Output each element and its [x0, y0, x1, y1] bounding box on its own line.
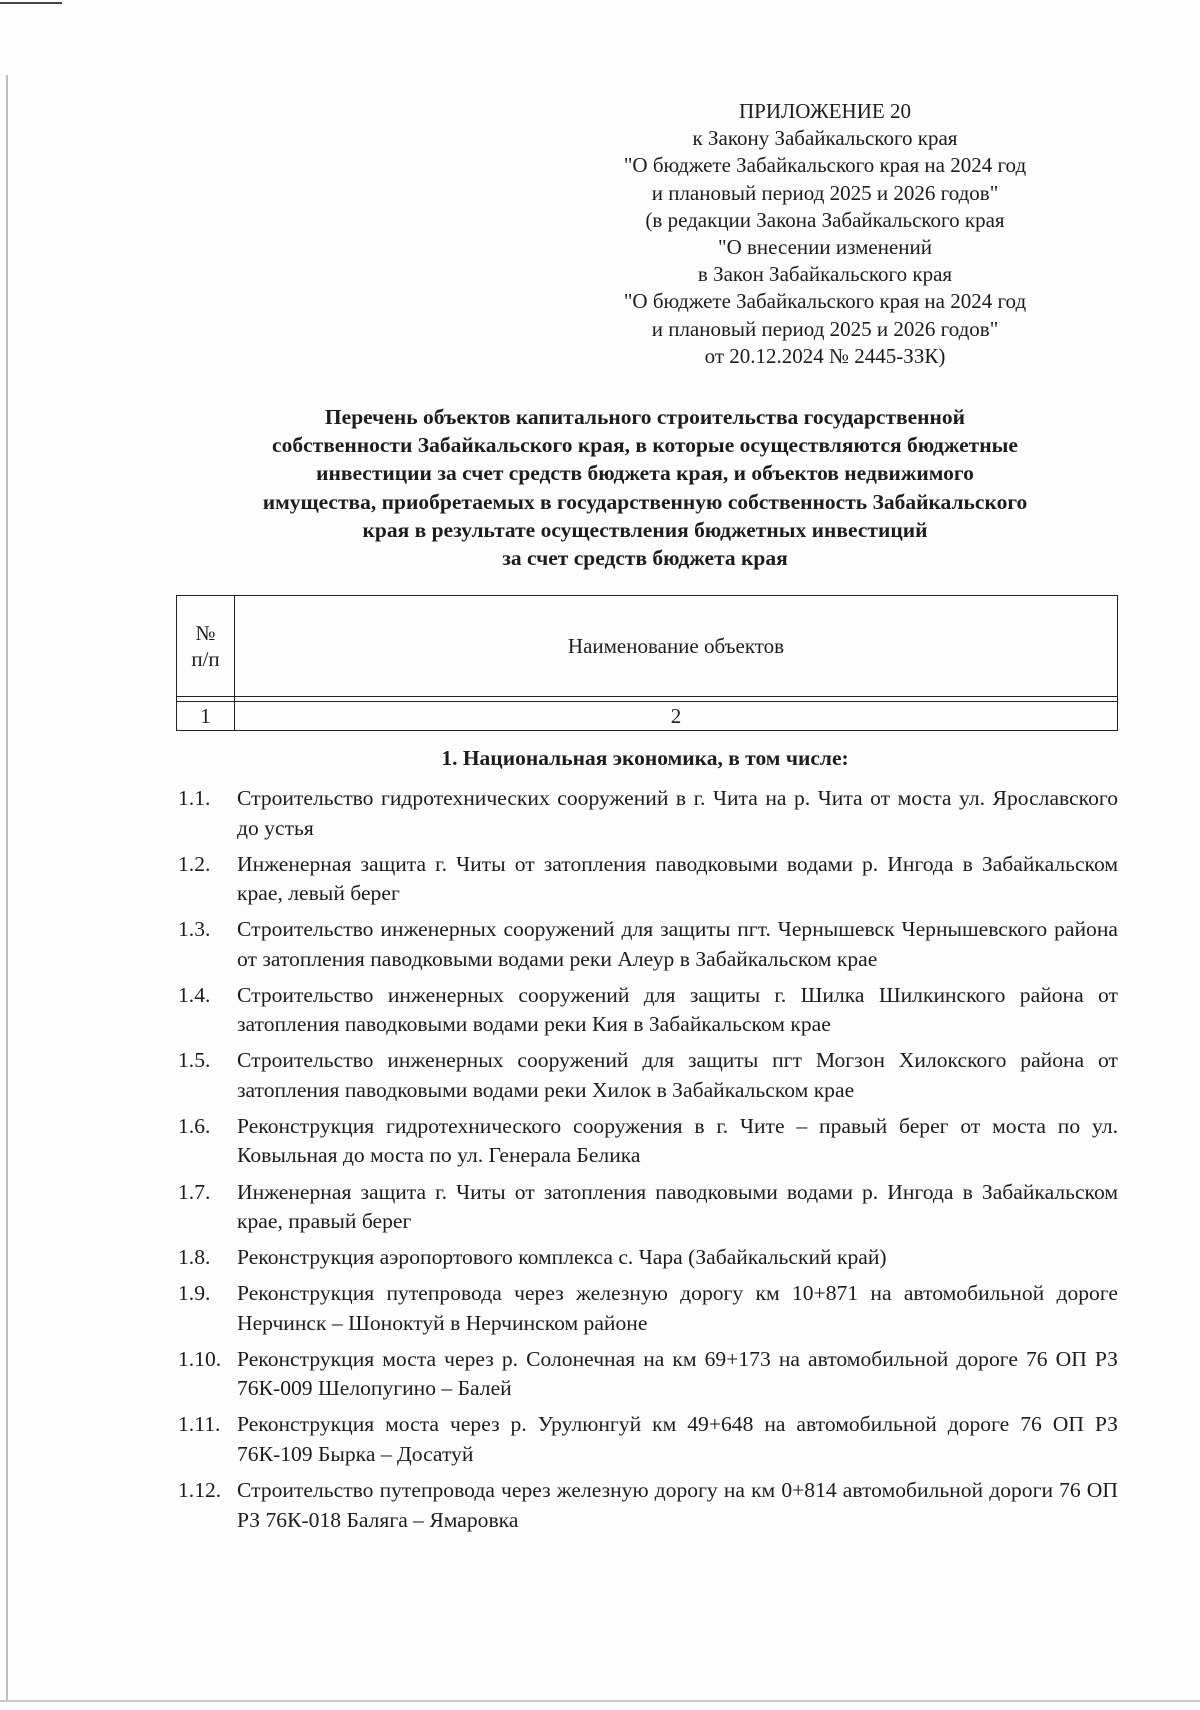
item-text: Строительство путепровода через железную дорогу на км 0+814 автомобильной дороги 76 ОП РЗ 76К-018 Баляга – Ямаровка: [237, 1478, 1118, 1532]
header-number-sign: №: [195, 621, 216, 645]
header-cell-name: Наименование объектов: [235, 596, 1118, 697]
item-number: 1.5.: [178, 1048, 211, 1073]
title-line: инвестиции за счет средств бюджета края, и объектов недвижимого: [316, 461, 974, 486]
list-item: [178, 981, 1118, 1040]
item-text: Строительство гидротехнических сооружений в г. Чита на р. Чита от моста ул. Ярославского до устья: [237, 786, 1118, 840]
appendix-line: к Закону Забайкальского края: [692, 126, 958, 151]
appendix-line: ПРИЛОЖЕНИЕ 20: [739, 99, 911, 123]
scan-edge-left: [6, 75, 8, 1700]
document-title: [160, 403, 1130, 572]
section-items-list: [178, 784, 1118, 1542]
item-text: Реконструкция аэропортового комплекса с. Чара (Забайкальский край): [237, 1245, 887, 1270]
list-item: [178, 1410, 1118, 1469]
appendix-line: "О бюджете Забайкальского края на 2024 год: [623, 153, 1027, 178]
list-item: [178, 1178, 1118, 1237]
list-item: [178, 1345, 1118, 1404]
item-text: Строительство инженерных сооружений для защиты пгт. Чернышевск Чернышевского района от затопления паводковыми водами реки Алеур в Забайкальском крае: [237, 917, 1118, 971]
item-number: 1.12.: [178, 1478, 222, 1503]
item-text: Реконструкция моста через р. Урулюнгуй км 49+648 на автомобильной дороге 76 ОП РЗ 76К-109 Бырка – Досатуй: [237, 1412, 1118, 1466]
list-item: [178, 850, 1118, 909]
appendix-line: и плановый период 2025 и 2026 годов": [651, 180, 999, 205]
list-item: [178, 1112, 1118, 1171]
header-number-abbrev: п/п: [191, 647, 220, 671]
title-line: собственности Забайкальского края, в которые осуществляются бюджетные: [272, 433, 1018, 458]
item-number: 1.8.: [178, 1245, 211, 1270]
title-line: края в результате осуществления бюджетных инвестиций: [362, 517, 928, 542]
appendix-line: и плановый период 2025 и 2026 годов": [651, 316, 999, 341]
list-item: [178, 784, 1118, 843]
item-number: 1.3.: [178, 917, 211, 942]
item-text: Инженерная защита г. Читы от затопления паводковыми водами р. Ингода в Забайкальском крае, правый берег: [237, 1179, 1118, 1234]
item-number: 1.9.: [178, 1281, 211, 1306]
list-item: [178, 1243, 1118, 1273]
appendix-line: в Закон Забайкальского края: [697, 262, 953, 287]
item-number: 1.6.: [178, 1113, 211, 1138]
title-line: за счет средств бюджета края: [502, 546, 788, 571]
table-header-row: [177, 596, 1118, 697]
title-line: Перечень объектов капитального строительства государственной: [324, 405, 966, 429]
list-item: [178, 1279, 1118, 1338]
appendix-line: (в редакции Закона Забайкальского края: [645, 207, 1005, 232]
appendix-block: [560, 98, 1090, 370]
appendix-line: "О внесении изменений: [718, 235, 932, 260]
list-item: [178, 1476, 1118, 1535]
objects-table-header: [176, 595, 1118, 731]
item-number: 1.7.: [178, 1179, 211, 1204]
scan-artifact-line: [0, 2, 62, 4]
item-text: Строительство инженерных сооружений для защиты пгт Могзон Хилокского района от затопления паводковыми водами реки Хилок в Забайкальском крае: [237, 1048, 1118, 1102]
title-line: имущества, приобретаемых в государственную собственность Забайкальского: [262, 489, 1028, 514]
item-text: Реконструкция путепровода через железную дорогу км 10+871 на автомобильной дороге Нерчинск – Шоноктуй в Нерчинском районе: [237, 1281, 1118, 1335]
index-cell-1: 1: [177, 702, 235, 731]
item-text: Строительство инженерных сооружений для защиты г. Шилка Шилкинского района от затопления паводковыми водами реки Кия в Забайкальском крае: [237, 982, 1118, 1037]
item-number: 1.4.: [178, 982, 211, 1007]
item-number: 1.10.: [178, 1346, 222, 1371]
index-cell-2: 2: [235, 702, 1118, 731]
header-cell-number: [177, 596, 235, 697]
appendix-line: от 20.12.2024 № 2445-ЗЗК): [704, 343, 946, 368]
item-number: 1.11.: [178, 1412, 221, 1437]
item-number: 1.2.: [178, 851, 211, 876]
list-item: [178, 1046, 1118, 1105]
section-heading: 1. Национальная экономика, в том числе:: [441, 746, 849, 770]
list-item: [178, 915, 1118, 974]
item-text: Реконструкция моста через р. Солонечная на км 69+173 на автомобильной дороге 76 ОП РЗ 76К-009 Шелопугино – Балей: [237, 1346, 1118, 1401]
item-text: Реконструкция гидротехнического сооружения в г. Чите – правый берег от моста по ул. Ковыльная до моста по ул. Генерала Белика: [237, 1113, 1118, 1168]
table-index-row: [177, 702, 1118, 731]
appendix-line: "О бюджете Забайкальского края на 2024 год: [623, 289, 1027, 314]
item-text: Инженерная защита г. Читы от затопления паводковыми водами р. Ингода в Забайкальском крае, левый берег: [237, 851, 1118, 906]
scan-edge-bottom: [0, 1700, 1200, 1702]
item-number: 1.1.: [178, 786, 211, 810]
